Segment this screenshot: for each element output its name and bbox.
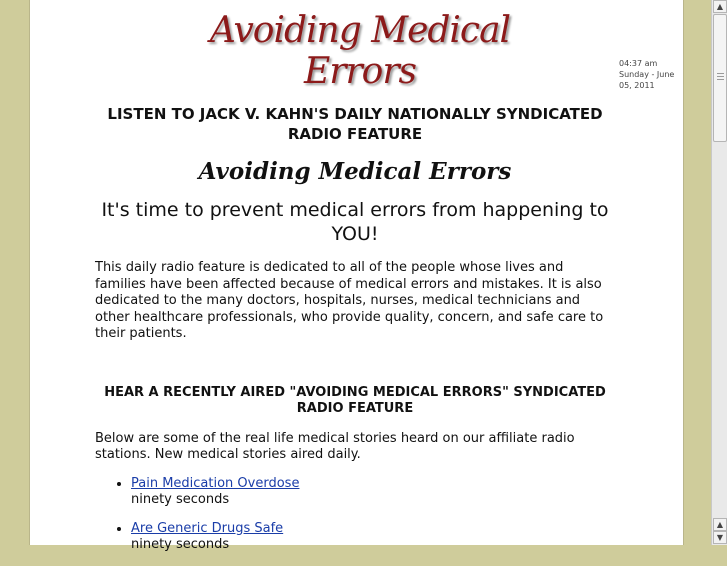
list-item (131, 476, 615, 509)
story-link-pain-medication-overdose[interactable]: Pain Medication Overdose (131, 475, 300, 491)
grip-line (717, 73, 724, 74)
hear-heading: HEAR A RECENTLY AIRED "AVOIDING MEDICAL ERRORS" SYNDICATED RADIO FEATURE (104, 384, 606, 416)
vertical-scrollbar[interactable] (711, 0, 727, 545)
scroll-up-button[interactable] (713, 0, 727, 13)
listen-heading: LISTEN TO JACK V. KAHN'S DAILY NATIONALLY SYNDICATED RADIO FEATURE (107, 105, 603, 143)
list-item (131, 521, 615, 554)
stories-list (95, 476, 615, 554)
story-duration: ninety seconds (131, 492, 230, 507)
intro-paragraph: This daily radio feature is dedicated to all of the people whose lives and families have been affected because of medical errors and mistakes. It is also dedicated to the many doctors, hospitals, nurses, medical technicians and other healthcare professionals, who provide quality, concern, and safe care to their patients. (95, 260, 604, 341)
current-date: Sunday - June 05, 2011 (619, 70, 675, 90)
story-link-are-generic-drugs-safe[interactable]: Are Generic Drugs Safe (131, 520, 284, 536)
main-content (95, 104, 615, 566)
tagline: It's time to prevent medical errors from happening to YOU! (101, 199, 609, 245)
arrow-up-icon: ▲ (716, 2, 724, 11)
grip-line (717, 79, 724, 80)
story-duration: ninety seconds (131, 537, 230, 552)
scrollbar-thumb[interactable] (713, 14, 727, 142)
grip-line (717, 76, 724, 77)
page-title: Avoiding Medical Errors (198, 158, 512, 185)
arrow-up-icon: ▲ (716, 520, 724, 529)
stories-description: Below are some of the real life medical stories heard on our affiliate radio stations. New medical stories aired daily. (95, 430, 575, 462)
site-logo[interactable]: Avoiding Medical Errors (209, 10, 511, 92)
scroll-down-up-button[interactable] (713, 518, 727, 531)
date-time-display (619, 58, 683, 91)
page-container (29, 0, 684, 552)
arrow-down-icon: ▼ (716, 533, 724, 542)
scroll-down-button[interactable] (713, 531, 727, 544)
current-time: 04:37 am (619, 59, 658, 68)
